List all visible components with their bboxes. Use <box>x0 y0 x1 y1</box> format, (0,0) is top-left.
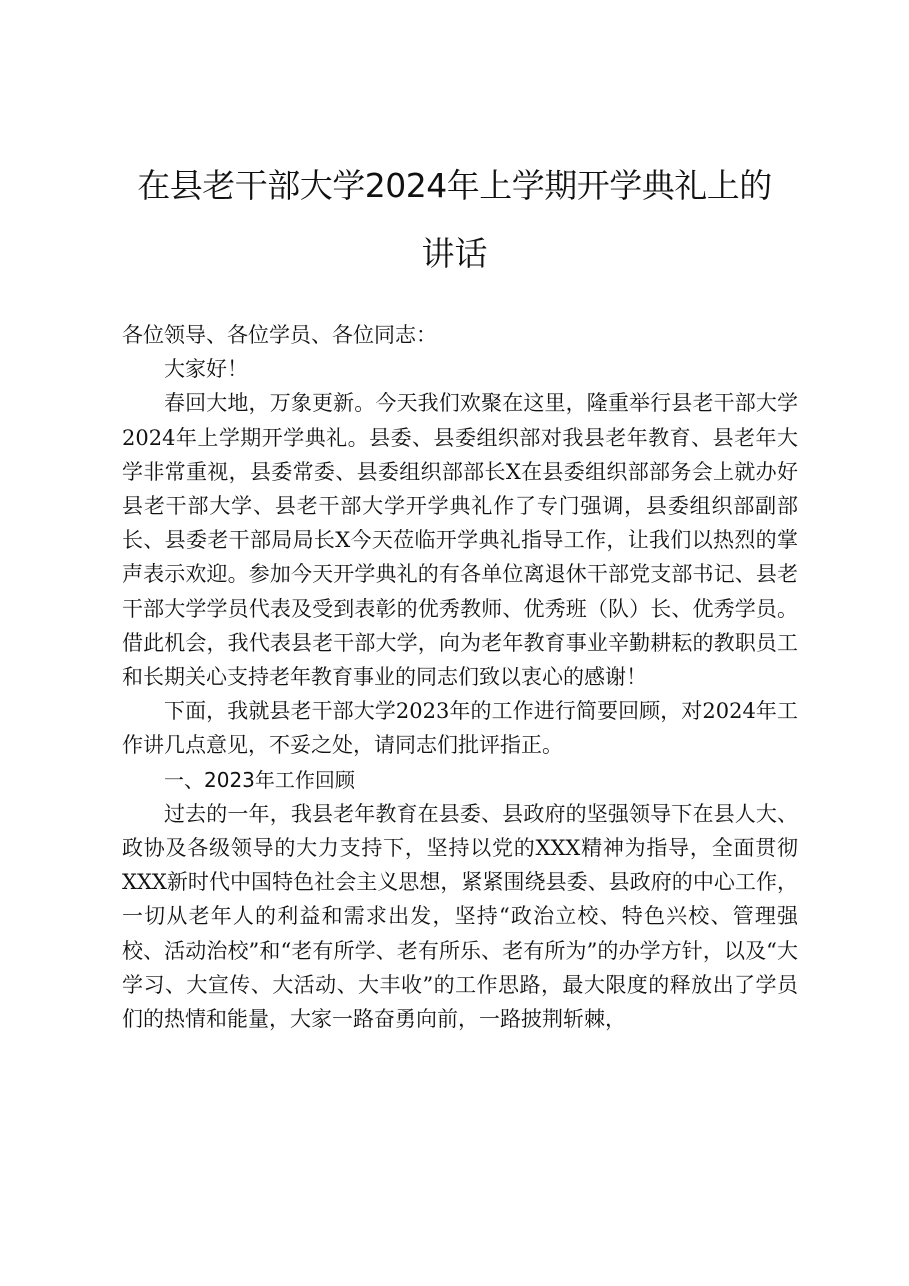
section-heading-1: 一、2023年工作回顾 <box>164 767 355 792</box>
document-body <box>122 318 798 1036</box>
paragraph-review: 过去的一年，我县老年教育在县委、县政府的坚强领导下在县人大、政协及各级领导的大力支持下，坚持以党的XXX精神为指导，全面贯彻XXX新时代中国特色社会主义思想，紧紧围绕县委、县政府的中心工作，一切从老年人的利益和需求出发，坚持“政治立校、特色兴校、管理强校、活动治校”和“老有所学、老有所乐、老有所为”的办学方针，以及“大学习、大宣传、大活动、大丰收”的工作思路，最大限度的释放出了学员们的热情和能量，大家一路奋勇向前，一路披荆斩棘， <box>122 801 798 1032</box>
document-title-line2: 讲话 <box>421 234 488 273</box>
document-title-line1: 在县老干部大学2024年上学期开学典礼上的 <box>137 166 772 205</box>
salutation: 各位领导、各位学员、各位同志： <box>122 323 437 347</box>
paragraph-opening: 春回大地，万象更新。今天我们欢聚在这里，隆重举行县老干部大学2024年上学期开学典礼。县委、县委组织部对我县老年教育、县老年大学非常重视，县委常委、县委组织部部长X在县委组织部部务会上就办好县老干部大学、县老干部大学开学典礼作了专门强调，县委组织部副部长、县委老干部局局长X今天莅临开学典礼指导工作，让我们以热烈的掌声表示欢迎。参加今天开学典礼的有各单位离退休干部党支部书记、县老干部大学学员代表及受到表彰的优秀教师、优秀班（队）长、优秀学员。借此机会，我代表县老干部大学，向为老年教育事业辛勤耕耘的教职员工和长期关心支持老年教育事业的同志们致以衷心的感谢！ <box>122 391 798 690</box>
paragraph-outline: 下面，我就县老干部大学2023年的工作进行简要回顾，对2024年工作讲几点意见，不妥之处，请同志们批评指正。 <box>122 699 798 758</box>
greeting: 大家好！ <box>164 357 248 382</box>
